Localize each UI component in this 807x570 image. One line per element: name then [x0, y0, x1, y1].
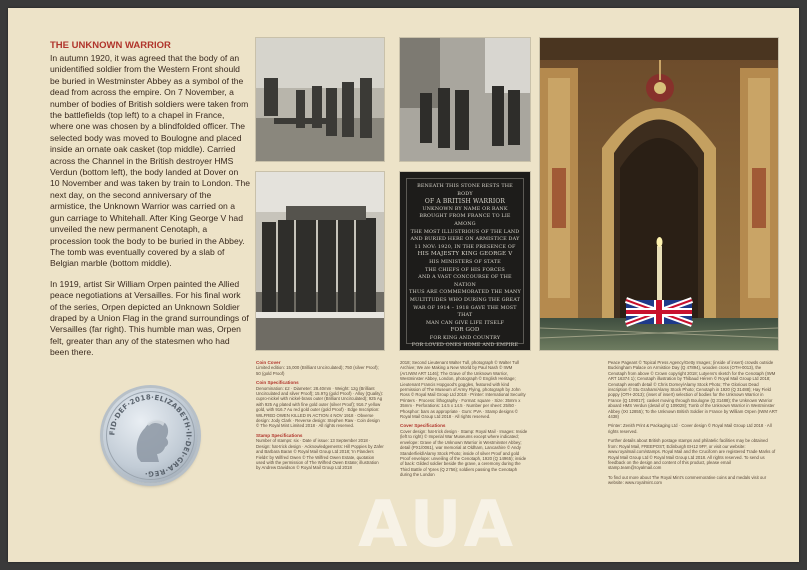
specs-column-2: [400, 360, 530, 482]
spec-text: Number of stamps: six · Date of issue: 13 September 2018 · Design: hat-trick design · Acknowledgements: Hill Poppies by Zafer and Barbara Baran © Royal Mail Group Ltd 2018; 'In Flanders Fields' by Wilfred Owen © The Wilfred Owen Estate, quotation used with the permission of The Wilfred Owen Estate; illustration by Andrew Davidson © Royal Mail Group Ltd 2018: [256, 438, 384, 471]
slab-line: THE CHIEFS OF HIS FORCES: [425, 266, 505, 273]
slab-line: MAN CAN GIVE LIFE ITSELF: [425, 319, 505, 326]
coin-cover-card: [8, 8, 799, 562]
slab-line: AND A VAST CONCOURSE OF THE NATION: [418, 274, 512, 288]
spec-heading: Coin Specifications: [256, 380, 299, 386]
spec-text: Printer: Zenith Print & Packaging Ltd · Cover design © Royal Mail Group Ltd 2018 · All rights reserved.: [608, 423, 772, 434]
slab-line: HIS MAJESTY KING GEORGE V: [417, 251, 513, 258]
slab-line: BENEATH THIS STONE RESTS THE BODY: [417, 183, 513, 197]
spec-heading: Stamp Specifications: [256, 432, 303, 438]
slab-line: WAR OF 1914 – 1918 GAVE THE MOST THAT: [413, 304, 517, 319]
watermark-text: AUA: [358, 488, 518, 562]
specs-column-1: [256, 360, 384, 475]
specs-column-3: [608, 360, 778, 490]
story-text: [50, 53, 250, 359]
spec-heading: Cover Specifications: [400, 423, 446, 429]
spec-text: To find out more about The Royal Mint's commemorative coins and medals visit our website: www.royalmint.com: [608, 474, 767, 486]
story-column: [50, 40, 250, 368]
photo-hms-verdun: [256, 172, 384, 350]
story-title: THE UNKNOWN WARRIOR: [50, 40, 171, 51]
coin-face: [103, 388, 198, 483]
slab-line: THUS ARE COMMEMORATED THE MANY: [409, 289, 521, 296]
tomb-slab: [400, 172, 530, 350]
slab-line: AND BURIED HERE ON ARMISTICE DAY: [410, 236, 520, 243]
story-paragraph-1: In autumn 1920, it was agreed that the body of an unidentified soldier from the Western Front should be buried in Westminster Abbey as a symbol of the dead from across the empire. On 7 November, a number of bodies of British soldiers were taken from the battlefields (top left) to a chapel in France, where one was chosen by a blindfolded officer. The selected body was moved to Boulogne and placed inside an ornate oak casket (top middle). Carried across the Channel in the British destroyer HMS Verdun (bottom left), the body landed at Dover on 10 November and was taken by train to London. The next day, on the second anniversary of the armistice, the Unknown Warrior was carried on a gun carriage to Whitehall. After King George V had unveiled the new permanent Cenotaph, a procession took the body to be buried in the Abbey. The tomb was eventually covered by a slab of Belgian marble (bottom middle).: [50, 53, 251, 269]
slab-line: 11 NOV: 1920, IN THE PRESENCE OF: [414, 243, 516, 250]
slab-line: UNKNOWN BY NAME OR RANK: [422, 205, 508, 212]
story-paragraph-2: In 1919, artist Sir William Orpen painted the Allied peace negotiations at Versailles. For his final work of the series, Orpen depicted an Unknown Soldier draped by a Union Flag in the grand surroundings of Versailles (far right). This humble man was, Orpen felt, greater than any of the statesmen who had been there.: [50, 278, 249, 358]
slab-line: FOR KING AND COUNTRY: [429, 334, 501, 341]
photo-battlefield-soldiers: [256, 38, 384, 161]
spec-text: 2018; Second Lieutenant Walter Tull, photograph © Walter Tull Archive; We are Making a New World by Paul Nash © IWM (Art.IWM ART 1146); The Grave of the Unknown Warrior, Westminster Abbey, London, photograph © English Heritage; Lieutenant Francis Hopgood's goggles, featured with kind permission of The Museum of Army Flying, photograph by John Ross © Royal Mail Group Ltd 2018 · Printer: International Security Printers · Process: lithography · Format: square · Size: 35mm x 35mm · Perforations: 14.5 x 14.5 · Number per sheet: 25/50 · Phosphor: bars as appropriate · Gum: PVA · Stamp designs © Royal Mail Group Ltd 2018 · All rights reserved.: [400, 360, 526, 420]
slab-line: MULTITUDES WHO DURING THE GREAT: [409, 296, 521, 303]
slab-line: THE MOST ILLUSTRIOUS OF THE LAND: [410, 228, 520, 235]
slab-line: BROUGHT FROM FRANCE TO LIE AMONG: [419, 213, 511, 227]
spec-text: Limited edition: 15,000 (Brilliant Uncirculated); 750 (silver Proof); 50 (gold Proof): [256, 365, 379, 376]
spec-text: Further details about British postage stamps and philatelic facilities may be obtained from: Royal Mail, FREEPOST, Edinburgh EH12 9FF, or visit our website: www.royalmail.com/stamps. Royal Mail and the Cruciform are registered Trade Marks of Royal Mail Group Ltd © Royal Mail Group Ltd 2018. All rights reserved. To send us feedback on the design and content of this product, please email stamp.team@royalmail.com: [608, 438, 776, 471]
spec-heading: Coin Cover: [256, 360, 281, 365]
photo-oak-casket: [400, 38, 530, 161]
spec-text: Denomination: £2 · Diameter: 28.40mm · Weight: 12g (Brilliant Uncirculated and silver Proof); 15.97g (gold Proof) · Alloy (Quality): cupro-nickel with nickel-brass outer (Brilliant Uncirculated); 925 Ag with 925 Ag plated with fine gold outer (silver Proof); 916.7 yellow gold, with 916.7 Au red gold outer (gold Proof) · Edge Inscription: WILFRED OWEN KILLED IN ACTION 4 NOV 1918 · Obverse design: Jody Clark · Reverse design: Stephen Raw · Coin design © The Royal Mint Limited 2018 · All rights reserved.: [256, 385, 384, 429]
slab-line: FOR LOVED ONES HOME AND EMPIRE: [411, 342, 519, 349]
coin: [103, 388, 198, 483]
slab-line: FOR GOD: [450, 327, 480, 334]
spec-text: Peace Pageant © Topical Press Agency/Getty Images; (inside of insert) crowds outside Buckingham Palace on Armistice Day (Q 47894), wooden cross (OTH-0013), the Cenotaph from above © Crown copyright 2018; Lutyens's sketch for the Cenotaph (IWM ART 16374 1); Cenotaph illustration by Thibaud Hérem © Royal Mail Group Ltd 2018; Cenotaph wreath detail © Chris Dorney/Alamy Stock Photo; The Glorious Dead inscription © Stu Graham/Alamy Stock Photo; Cenotaph in 1920 (Q 31488); Hay Field poppy (OTH-2013); (inset of insert) selection of bodies for the Unknown Warrior in France (Q 109017); casket moving through Boulogne (Q 31488); the Unknown Warrior aboard HMS Verdun (detail of Q 109028); Tomb of the Unknown Warrior in Westminster Abbey (IXI 12855); To the Unknown British Soldier in France by William Orpen (IWM ART 4438): [608, 360, 778, 420]
slab-line: HIS MINISTERS OF STATE: [429, 258, 501, 265]
slab-inscription: [409, 183, 521, 350]
painting-unknown-soldier-versailles: [540, 38, 778, 350]
spec-text: Cover design: hat-trick design · Stamp: Royal Mail · Images: Inside (left to right) © Imperial War Museums except where indicated; envelope: Grave of the Unknown Warrior in Westminster Abbey; detail (PX1/0061), war memorial at Oldham, Lancashire © Andy Standerfield/Alamy Stock Photo; inside of silver Proof and gold Proof envelope: unveiling of the Cenotaph, 1920 (Q 14965); inside of back: Gilded soldier beside the grave, a ceremony during the Third Battle of Ypres (Q 2756); soldiers passing the Cenotaph during the London: [400, 428, 528, 478]
coin-legend-text: FID·DEF·2018·ELIZABETH·II·DEI·GRA·REG·: [108, 393, 193, 478]
coin-obverse-image: [103, 388, 198, 483]
slab-line: OF A BRITISH WARRIOR: [424, 198, 506, 206]
